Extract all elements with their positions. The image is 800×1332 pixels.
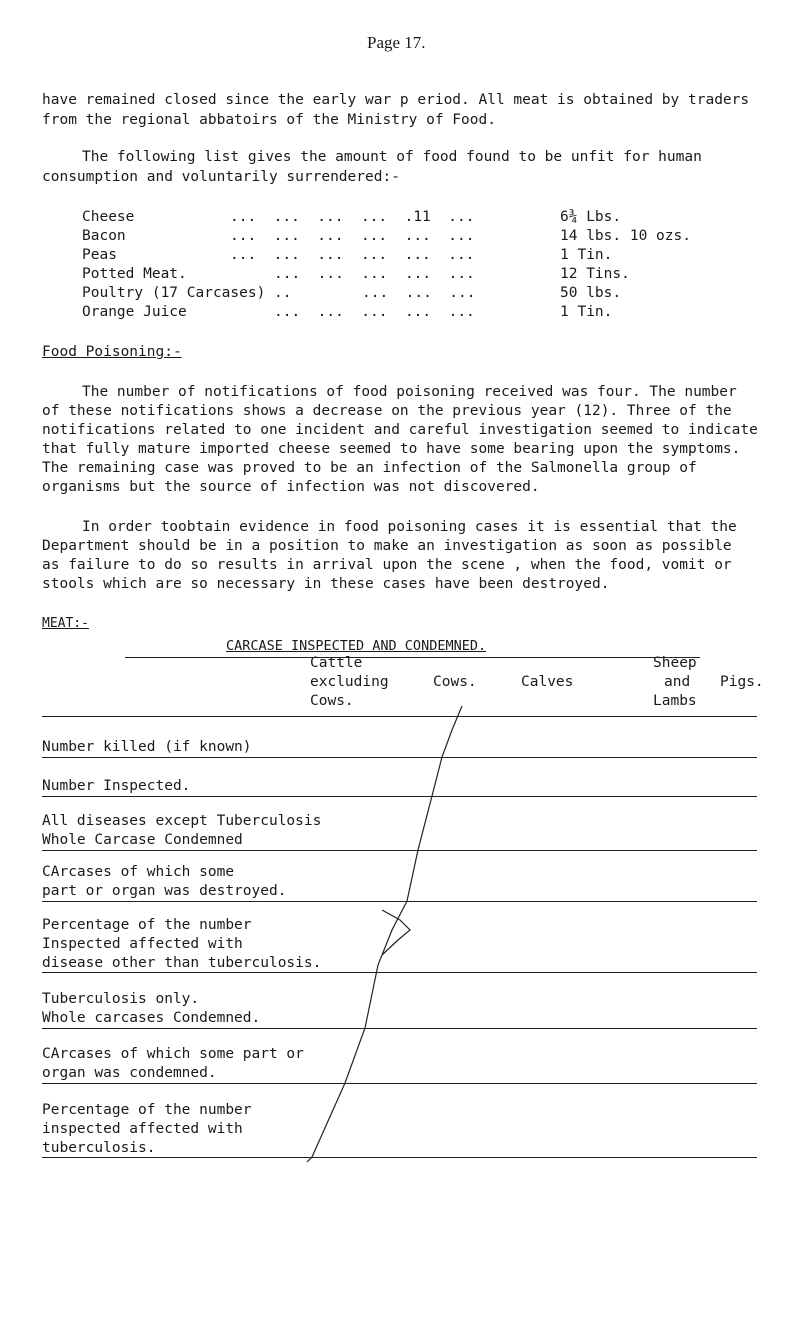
food-item-name: Poultry (17 Carcases) .. [82, 285, 292, 301]
food-item-leader: ... ... ... [362, 285, 476, 301]
table-row-label: part or organ was destroyed. [42, 883, 287, 899]
table-row-label: Number killed (if known) [42, 739, 252, 755]
table-row-label: All diseases except Tuberculosis [42, 813, 322, 829]
food-poisoning-heading: Food Poisoning:- [42, 344, 182, 360]
column-header: Sheep [653, 655, 697, 671]
para1-line: The number of notifications of food poisoning received was four. The number [82, 384, 737, 400]
table-row-label: Whole Carcase Condemned [42, 832, 243, 848]
table-row-label: inspected affected with [42, 1121, 243, 1137]
food-item-amount: 50 lbs. [560, 285, 622, 301]
column-header: Pigs. [720, 674, 764, 690]
food-item-leader: ... ... ... ... ... [274, 266, 475, 282]
table-row-label: Percentage of the number [42, 917, 252, 933]
table-row-label: Whole carcases Condemned. [42, 1010, 261, 1026]
food-item-name: Peas [82, 247, 117, 263]
column-header: Lambs [653, 693, 697, 709]
food-item-amount: 1 Tin. [560, 304, 613, 320]
table-row-label: organ was condemned. [42, 1065, 217, 1081]
para1-line: organisms but the source of infection was not discovered. [42, 479, 540, 495]
strike-cluster [382, 910, 410, 955]
food-item-amount: 1 Tin. [560, 247, 613, 263]
column-header: Calves [521, 674, 574, 690]
food-item-amount: 12 Tins. [560, 266, 630, 282]
food-item-name: Cheese [82, 209, 135, 225]
table-row-label: CArcases of which some [42, 864, 235, 880]
food-item-name: Potted Meat. [82, 266, 187, 282]
para1-line: that fully mature imported cheese seemed to have some bearing upon the symptoms. [42, 441, 741, 457]
food-list-intro-2: consumption and voluntarily surrendered:- [42, 169, 400, 185]
diagonal-strike [307, 706, 462, 1162]
food-list-intro-1: The following list gives the amount of food found to be unfit for human [82, 149, 702, 165]
table-row-label: CArcases of which some part or [42, 1046, 304, 1062]
para2-line: In order toobtain evidence in food poisoning cases it is essential that the [82, 519, 737, 535]
table-row-label: Tuberculosis only. [42, 991, 200, 1007]
food-item-leader: ... ... ... ... ... ... [230, 228, 475, 244]
food-item-name: Orange Juice [82, 304, 187, 320]
food-item-amount: 14 lbs. 10 ozs. [560, 228, 691, 244]
food-item-amount: 6¾ Lbs. [560, 209, 622, 225]
para1-line: of these notifications shows a decrease on the previous year (12). Three of the [42, 403, 732, 419]
table-row-label: Inspected affected with [42, 936, 243, 952]
column-header: Cows. [310, 693, 354, 709]
food-item-leader: ... ... ... ... .11 ... [230, 209, 475, 225]
table-row-label: Percentage of the number [42, 1102, 252, 1118]
intro-line-1: have remained closed since the early war p eriod. All meat is obtained by traders [42, 92, 750, 108]
food-item-leader: ... ... ... ... ... ... [230, 247, 475, 263]
column-header: Cows. [433, 674, 477, 690]
table-row-label: tuberculosis. [42, 1140, 156, 1156]
food-item-name: Bacon [82, 228, 126, 244]
meat-heading: MEAT:- [42, 616, 89, 631]
column-header: excluding [310, 674, 389, 690]
intro-line-2: from the regional abbatoirs of the Ministry of Food. [42, 112, 496, 128]
para2-line: as failure to do so results in arrival upon the scene , when the food, vomit or [42, 557, 732, 573]
column-header: and [664, 674, 691, 690]
page-number: Page 17. [367, 33, 426, 52]
food-item-leader: ... ... ... ... ... [274, 304, 475, 320]
para2-line: stools which are so necessary in these cases have been destroyed. [42, 576, 610, 592]
table-row-label: disease other than tuberculosis. [42, 955, 322, 971]
para1-line: notifications related to one incident and careful investigation seemed to indicate [42, 422, 758, 438]
table-title: CARCASE INSPECTED AND CONDEMNED. [226, 638, 487, 654]
table-row-label: Number Inspected. [42, 778, 191, 794]
para2-line: Department should be in a position to make an investigation as soon as possible [42, 538, 732, 554]
column-header: Cattle [310, 655, 363, 671]
para1-line: The remaining case was proved to be an infection of the Salmonella group of [42, 460, 697, 476]
